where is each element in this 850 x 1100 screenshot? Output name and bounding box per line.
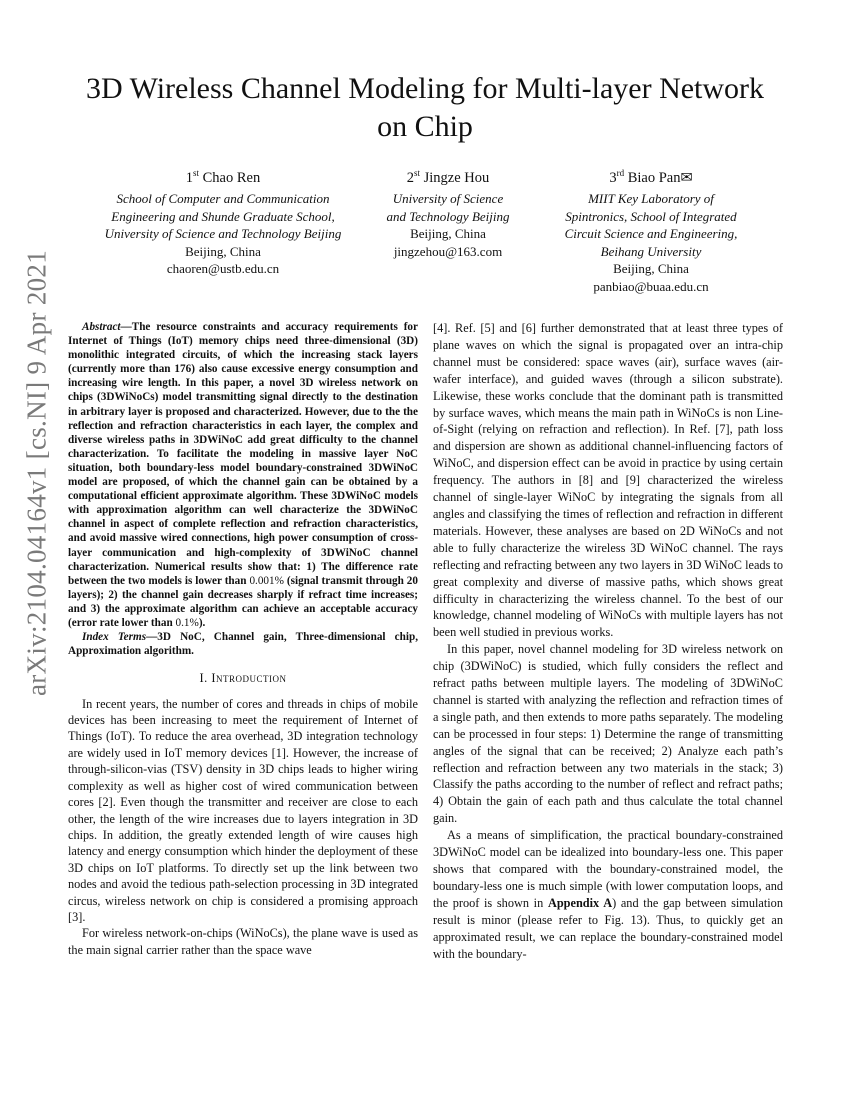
- author-block-2: [368, 165, 528, 260]
- intro-paragraph-2: For wireless network-on-chips (WiNoCs), the plane wave is used as the main signal carrier rather than the space wave: [68, 926, 418, 957]
- left-column: [68, 320, 418, 958]
- abstract: Abstract—The resource constraints and accuracy requirements for Internet of Things (IoT) memory chips need three-dimensional (3D) monolithic integrated circuits, of which the increasing stack layers (currently more than 176) also cause excessive energy consumption and increasing wire length. In this paper, a novel 3D wireless network on chips (3DWiNoCs) model transmitting signal directly to the destination in arbitrary layer is proposed and characterized. However, due to the the reflection and refraction characteristics in each layer, the complex and diverse wireless paths in 3DWiNoC add great difficulty to the channel characterization. To facilitate the modeling in massive layer NoC situation, both boundary-less model boundary-constrained 3DWiNoC model are proposed, of which the channel gain can be obtained by a computational efficient approximate algorithm. These 3DWiNoC models with approximation algorithm can well characterize the 3DWiNoC channel in aspect of complete reflection and refraction characteristics, and avoid massive wired connections, high power consumption of cross-layer communication and high-complexity of 3DWiNoC channel characterization. Numerical results show that: 1) The difference rate between the two models is lower than 0.001% (signal transmit through 20 layers); 2) the channel gain decreases sharply if refract time increases; and 3) the approximate algorithm can achieve an acceptable accuracy (error rate lower than 0.1%).: [68, 321, 418, 629]
- author-email[interactable]: jingzehou@163.com: [393, 243, 503, 259]
- body-paragraph-1: [4]. Ref. [5] and [6] further demonstrated that at least three types of plane waves on which the signal is propagated over an intra-chip channel must be considered: space waves (air), surface waves (air-wafer interface), and guided waves (through a silicon substrate). Likewise, these works conclude that the dominant path is transmitted by surface waves, which means the main path in WiNoCs is non Line-of-Sight (relying on refraction and reflection). In Ref. [7], path loss and dispersion are shown as additional channel-influencing factors of WiNoC, and dispersion effect can be avoid in practice by using certain frequency. The authors in [8] and [9] characterized the wireless channel of single-layer WiNoC by integrating the signals from all angles and classifying the times of reflection and refraction in different materials. However, these analyses are based on 2D WiNoCs and not able to fully characterize the wireless 3D WiNoC channel. The rays reflecting and refracting between any two layers in 3D WiNoC leads to great complexity and diverse of massive paths, which shows great difficulty in characterizing the wireless channel. To the best of our knowledge, channel modeling of WiNoCs with multiple layers has not been well studied in previous works.: [433, 321, 783, 640]
- author-affiliation: MIIT Key Laboratory of Spintronics, School of Integrated Circuit Science and Engineering, Beihang University: [564, 191, 738, 259]
- author-affiliation: University of Science and Technology Beijing: [386, 191, 510, 224]
- author-affiliation: School of Computer and Communication Engineering and Shunde Graduate School, University of Science and Technology Beijing: [104, 191, 342, 242]
- author-name: 3rd Biao Pan✉: [609, 168, 693, 186]
- index-terms: Index Terms—3D NoC, Channel gain, Three-dimensional chip, Approximation algorithm.: [68, 631, 418, 658]
- body-paragraph-3: As a means of simplification, the practical boundary-constrained 3DWiNoC model can be idealized into boundary-less one. This paper shows that compared with the boundary-constrained model, the boundary-less one is much simple (with lower computation loops, and the proof is shown in Appendix A) and the gap between simulation result is minor (please refer to Fig. 13). Thus, to quickly get an approximated result, we can replace the boundary-constrained model with the boundary-: [433, 828, 783, 961]
- section-heading: I. Introduction: [199, 671, 287, 686]
- author-name: 2st Jingze Hou: [406, 168, 490, 186]
- author-name: 1st Chao Ren: [185, 168, 261, 186]
- author-city: Beijing, China: [613, 261, 689, 277]
- body-paragraph-2: In this paper, novel channel modeling for 3D wireless network on chip (3DWiNoC) is studied, which fully considers the reflect and refract paths between multiple layers. The modeling of 3DWiNoC channel is started with analyzing the reflection and refraction times of a single path, and then extends to more paths separately. The modeling can be processed in four steps: 1) Determine the range of transmitting angles of the signal that can be received; 2) Analyze each path’s reflection and refraction between any two materials in the stack; 3) Classify the paths according to the number of reflect and refract paths; 4) Obtain the gain of each path and thus calculate the total channel gain.: [433, 642, 783, 826]
- author-email[interactable]: panbiao@buaa.edu.cn: [593, 278, 709, 294]
- author-email[interactable]: chaoren@ustb.edu.cn: [166, 261, 280, 277]
- author-city: Beijing, China: [410, 226, 486, 242]
- author-block-3: [536, 165, 766, 295]
- arxiv-side-label: arXiv:2104.04164v1 [cs.NI] 9 Apr 2021: [21, 249, 52, 696]
- author-city: Beijing, China: [185, 243, 261, 259]
- paper-title: 3D Wireless Channel Modeling for Multi-layer Network on Chip: [85, 72, 765, 143]
- intro-paragraph-1: In recent years, the number of cores and threads in chips of mobile devices has been increasing to meet the requirement of Internet of Things (IoT). To reduce the area overhead, 3D integration technology are widely used in IoT memory devices [1]. However, the increase of through-silicon-vias (TSV) density in 3D chips leads to higher wiring complexity as well as higher cost of wired communication between cores [2]. Even though the transmitter and receiver are close to each other, the length of the wire increases due to layers integration in 3D chips. In addition, the greatly extended length of wire causes high latency and energy consumption which hinder the deployment of these 3D chips on IoT platforms. To directly set up the link between two nodes and avoid the tedious path-selection processing in 3D integrated circus, wireless network on chip is considered a promising approach [3].: [68, 696, 418, 924]
- right-column: [433, 320, 783, 962]
- appendix-link[interactable]: Appendix A: [547, 895, 613, 910]
- author-block-1: [88, 165, 358, 278]
